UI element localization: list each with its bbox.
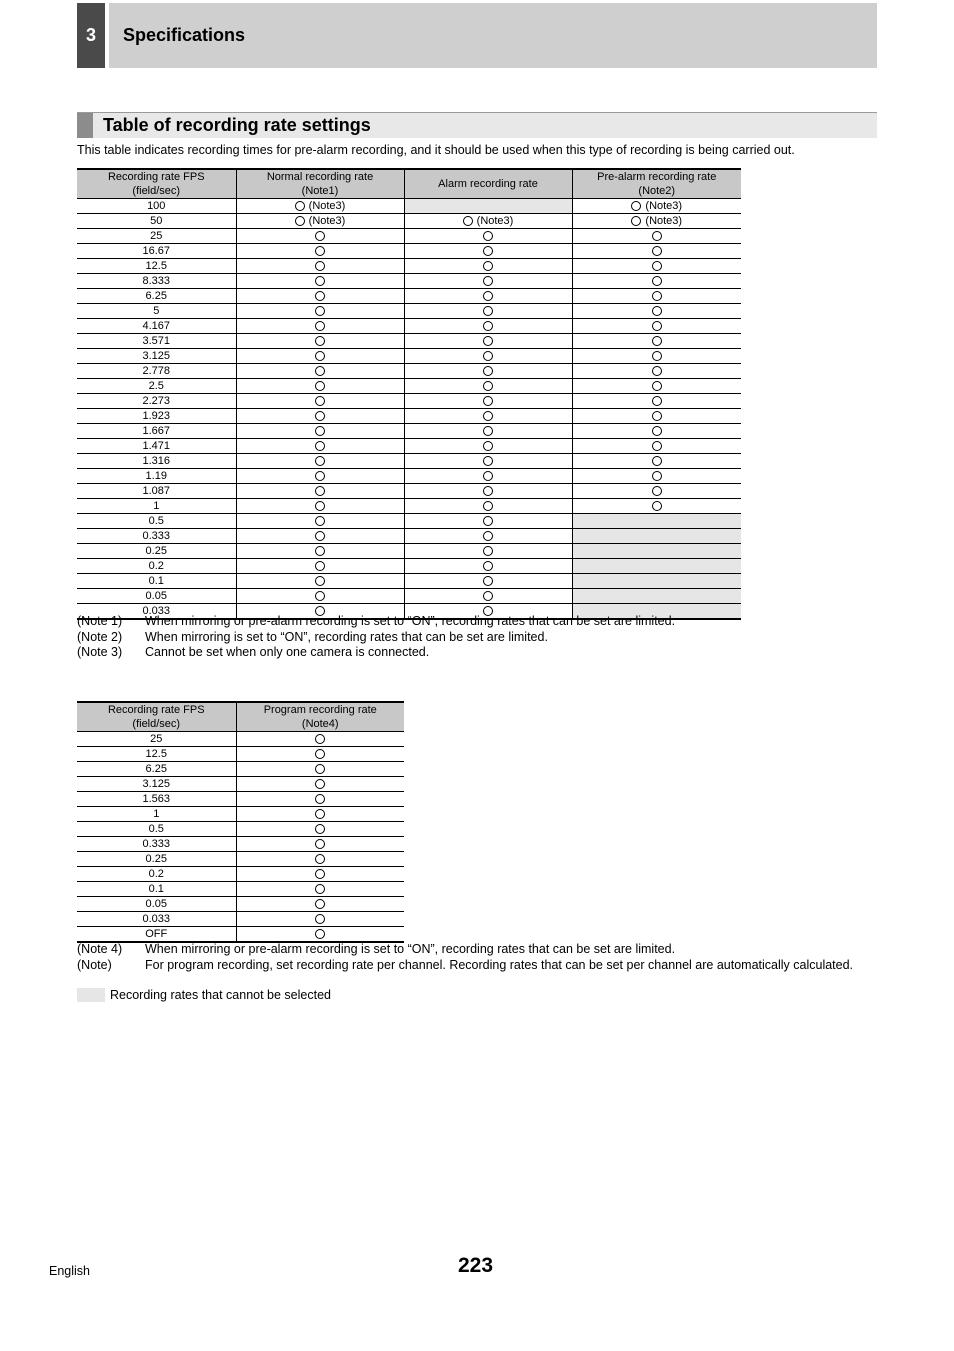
circle-icon <box>315 734 325 744</box>
circle-icon <box>652 336 662 346</box>
circle-icon <box>652 486 662 496</box>
available-cell <box>572 499 741 514</box>
available-note3-cell <box>236 199 404 214</box>
table-row <box>77 469 741 484</box>
circle-icon <box>483 291 493 301</box>
available-cell <box>236 439 404 454</box>
circle-icon <box>315 591 325 601</box>
fps-value: 0.2 <box>77 559 236 574</box>
circle-icon <box>483 366 493 376</box>
circle-icon <box>652 276 662 286</box>
available-cell <box>236 229 404 244</box>
available-cell <box>236 244 404 259</box>
footer-language: English <box>49 1264 90 1278</box>
table-row <box>77 867 404 882</box>
circle-icon <box>652 411 662 421</box>
circle-icon <box>315 929 325 939</box>
available-cell <box>572 364 741 379</box>
available-cell <box>404 259 572 274</box>
disabled-cell <box>572 529 741 544</box>
fps-value: 5 <box>77 304 236 319</box>
table-row <box>77 229 741 244</box>
disabled-cell <box>572 574 741 589</box>
header-alarm: Alarm recording rate <box>404 169 572 199</box>
available-cell <box>236 364 404 379</box>
table-row <box>77 574 741 589</box>
note-row: (Note 1) When mirroring or pre-alarm recording is set to “ON”, recording rates that can be set are limited. <box>77 614 676 628</box>
circle-icon <box>315 441 325 451</box>
circle-icon <box>315 381 325 391</box>
table-row <box>77 379 741 394</box>
fps-value: 3.125 <box>77 349 236 364</box>
circle-icon <box>315 546 325 556</box>
circle-icon <box>483 471 493 481</box>
circle-icon <box>315 884 325 894</box>
available-cell <box>404 514 572 529</box>
disabled-swatch <box>77 988 105 1002</box>
available-cell <box>404 289 572 304</box>
fps-value: 3.125 <box>77 777 236 792</box>
available-cell <box>236 912 404 927</box>
table-row <box>77 454 741 469</box>
intro-text: This table indicates recording times for pre-alarm recording, and it should be used when this type of recording is being carried out. <box>77 143 795 157</box>
circle-icon <box>315 231 325 241</box>
available-cell <box>236 777 404 792</box>
disabled-cell <box>572 559 741 574</box>
available-cell <box>404 364 572 379</box>
fps-value: 8.333 <box>77 274 236 289</box>
circle-icon <box>652 231 662 241</box>
circle-icon <box>483 336 493 346</box>
circle-icon <box>483 456 493 466</box>
chapter-number: 3 <box>77 3 105 68</box>
available-cell <box>236 822 404 837</box>
circle-icon <box>652 321 662 331</box>
table-row <box>77 439 741 454</box>
available-cell <box>572 454 741 469</box>
legend <box>77 988 331 1002</box>
circle-icon <box>483 381 493 391</box>
circle-icon <box>483 306 493 316</box>
fps-value: 100 <box>77 199 236 214</box>
circle-icon <box>483 276 493 286</box>
note3-label: (Note3) <box>645 200 683 212</box>
circle-icon <box>315 411 325 421</box>
available-cell <box>404 574 572 589</box>
circle-icon <box>315 276 325 286</box>
available-cell <box>236 469 404 484</box>
fps-value: 1 <box>77 807 236 822</box>
available-cell <box>404 409 572 424</box>
note-row: (Note) For program recording, set recording rate per channel. Recording rates that can be set per channel are automatically calculated. <box>77 957 854 972</box>
circle-icon <box>315 261 325 271</box>
available-cell <box>236 319 404 334</box>
circle-icon <box>483 426 493 436</box>
header-prealarm: Pre-alarm recording rate (Note2) <box>572 169 741 199</box>
fps-value: 0.05 <box>77 897 236 912</box>
available-cell <box>236 334 404 349</box>
available-cell <box>404 529 572 544</box>
fps-value: 0.033 <box>77 912 236 927</box>
available-cell <box>404 379 572 394</box>
chapter-header <box>109 3 877 68</box>
available-cell <box>236 514 404 529</box>
circle-icon <box>315 306 325 316</box>
available-cell <box>236 837 404 852</box>
circle-icon <box>315 501 325 511</box>
chapter-title: Specifications <box>123 25 246 45</box>
circle-icon <box>483 576 493 586</box>
available-cell <box>572 304 741 319</box>
circle-icon <box>483 231 493 241</box>
table-row <box>77 274 741 289</box>
disabled-cell <box>572 514 741 529</box>
circle-icon <box>483 531 493 541</box>
available-cell <box>404 334 572 349</box>
fps-value: 4.167 <box>77 319 236 334</box>
fps-value: 6.25 <box>77 289 236 304</box>
note3-label: (Note3) <box>308 215 346 227</box>
circle-icon <box>483 321 493 331</box>
fps-value: 2.778 <box>77 364 236 379</box>
circle-icon <box>652 471 662 481</box>
circle-icon <box>315 321 325 331</box>
note3-label: (Note3) <box>308 200 346 212</box>
fps-value: 0.5 <box>77 822 236 837</box>
circle-icon <box>315 764 325 774</box>
table-row <box>77 777 404 792</box>
available-note3-cell <box>236 214 404 229</box>
circle-icon <box>483 441 493 451</box>
fps-value: 1.563 <box>77 792 236 807</box>
available-cell <box>236 544 404 559</box>
section-marker <box>77 113 93 138</box>
available-cell <box>572 334 741 349</box>
fps-value: 1.316 <box>77 454 236 469</box>
available-cell <box>404 454 572 469</box>
fps-value: 25 <box>77 732 236 747</box>
circle-icon <box>315 246 325 256</box>
fps-value: 0.2 <box>77 867 236 882</box>
fps-value: 1.19 <box>77 469 236 484</box>
available-cell <box>236 559 404 574</box>
circle-icon <box>315 749 325 759</box>
circle-icon <box>295 216 305 226</box>
fps-value: 3.571 <box>77 334 236 349</box>
circle-icon <box>315 516 325 526</box>
fps-value: 2.273 <box>77 394 236 409</box>
fps-value: 0.25 <box>77 852 236 867</box>
available-cell <box>572 349 741 364</box>
available-cell <box>572 409 741 424</box>
circle-icon <box>483 261 493 271</box>
available-cell <box>236 867 404 882</box>
table-row <box>77 484 741 499</box>
available-cell <box>236 289 404 304</box>
table-row <box>77 837 404 852</box>
available-cell <box>236 304 404 319</box>
available-cell <box>404 499 572 514</box>
circle-icon <box>295 201 305 211</box>
circle-icon <box>315 531 325 541</box>
notes-table1 <box>77 614 865 661</box>
available-cell <box>572 259 741 274</box>
table-row <box>77 544 741 559</box>
circle-icon <box>315 351 325 361</box>
available-cell <box>236 379 404 394</box>
fps-value: 12.5 <box>77 259 236 274</box>
circle-icon <box>483 516 493 526</box>
table-row <box>77 927 404 943</box>
fps-value: 0.333 <box>77 529 236 544</box>
circle-icon <box>315 794 325 804</box>
available-cell <box>404 349 572 364</box>
circle-icon <box>652 456 662 466</box>
circle-icon <box>315 426 325 436</box>
fps-value: 0.05 <box>77 589 236 604</box>
available-cell <box>236 349 404 364</box>
table-row <box>77 762 404 777</box>
circle-icon <box>652 261 662 271</box>
header-normal: Normal recording rate (Note1) <box>236 169 404 199</box>
circle-icon <box>315 561 325 571</box>
available-cell <box>236 927 404 943</box>
circle-icon <box>652 351 662 361</box>
available-cell <box>236 792 404 807</box>
available-cell <box>236 274 404 289</box>
available-cell <box>404 304 572 319</box>
available-note3-cell <box>572 214 741 229</box>
available-cell <box>236 574 404 589</box>
available-cell <box>572 484 741 499</box>
section-title: Table of recording rate settings <box>103 115 371 135</box>
fps-value: 0.25 <box>77 544 236 559</box>
fps-value: 0.333 <box>77 837 236 852</box>
circle-icon <box>315 824 325 834</box>
available-cell <box>404 484 572 499</box>
available-cell <box>572 274 741 289</box>
available-cell <box>236 807 404 822</box>
note-row: (Note 3) Cannot be set when only one camera is connected. <box>77 645 430 659</box>
table-row <box>77 244 741 259</box>
available-cell <box>572 379 741 394</box>
header-program: Program recording rate (Note4) <box>236 702 404 732</box>
available-cell <box>236 747 404 762</box>
available-cell <box>236 484 404 499</box>
available-cell <box>572 244 741 259</box>
circle-icon <box>631 216 641 226</box>
table-row <box>77 732 404 747</box>
circle-icon <box>652 381 662 391</box>
note3-label: (Note3) <box>476 215 514 227</box>
table-row <box>77 394 741 409</box>
available-cell <box>572 289 741 304</box>
circle-icon <box>315 854 325 864</box>
table-row <box>77 792 404 807</box>
available-cell <box>572 229 741 244</box>
available-cell <box>236 852 404 867</box>
circle-icon <box>315 869 325 879</box>
recording-rate-table <box>77 168 741 620</box>
legend-text: Recording rates that cannot be selected <box>110 988 331 1002</box>
circle-icon <box>652 396 662 406</box>
table-row <box>77 349 741 364</box>
available-cell <box>404 589 572 604</box>
available-cell <box>236 394 404 409</box>
table-row <box>77 424 741 439</box>
circle-icon <box>483 561 493 571</box>
table-row <box>77 882 404 897</box>
circle-icon <box>652 246 662 256</box>
fps-value: OFF <box>77 927 236 943</box>
fps-value: 16.67 <box>77 244 236 259</box>
available-cell <box>404 469 572 484</box>
fps-value: 50 <box>77 214 236 229</box>
fps-value: 1.667 <box>77 424 236 439</box>
fps-value: 1.471 <box>77 439 236 454</box>
circle-icon <box>483 246 493 256</box>
available-cell <box>236 409 404 424</box>
available-cell <box>572 394 741 409</box>
circle-icon <box>315 809 325 819</box>
note-row: (Note 2) When mirroring is set to “ON”, recording rates that can be set are limited. <box>77 629 548 644</box>
circle-icon <box>483 411 493 421</box>
available-cell <box>404 544 572 559</box>
available-cell <box>236 454 404 469</box>
available-cell <box>236 897 404 912</box>
table-row <box>77 559 741 574</box>
fps-value: 0.5 <box>77 514 236 529</box>
fps-value: 0.1 <box>77 882 236 897</box>
circle-icon <box>652 366 662 376</box>
available-cell <box>236 259 404 274</box>
available-cell <box>404 244 572 259</box>
circle-icon <box>315 914 325 924</box>
circle-icon <box>483 396 493 406</box>
circle-icon <box>315 456 325 466</box>
table-row <box>77 289 741 304</box>
table-row <box>77 852 404 867</box>
available-cell <box>236 499 404 514</box>
table-row <box>77 747 404 762</box>
available-cell <box>572 424 741 439</box>
circle-icon <box>315 899 325 909</box>
disabled-cell <box>572 589 741 604</box>
fps-value: 0.033 <box>77 604 236 620</box>
available-cell <box>572 319 741 334</box>
available-cell <box>404 274 572 289</box>
disabled-cell <box>404 199 572 214</box>
fps-value: 12.5 <box>77 747 236 762</box>
note-row: (Note 4) When mirroring or pre-alarm recording is set to “ON”, recording rates that can be set are limited. <box>77 942 676 956</box>
header-fps: Recording rate FPS (field/sec) <box>77 169 236 199</box>
table-row <box>77 214 741 229</box>
available-cell <box>404 394 572 409</box>
table-row <box>77 514 741 529</box>
circle-icon <box>483 501 493 511</box>
table-row <box>77 822 404 837</box>
table-row <box>77 897 404 912</box>
circle-icon <box>315 779 325 789</box>
circle-icon <box>483 546 493 556</box>
note3-label: (Note3) <box>645 215 683 227</box>
circle-icon <box>652 291 662 301</box>
circle-icon <box>483 351 493 361</box>
fps-value: 25 <box>77 229 236 244</box>
circle-icon <box>652 501 662 511</box>
circle-icon <box>652 306 662 316</box>
table-row <box>77 334 741 349</box>
available-note3-cell <box>572 199 741 214</box>
circle-icon <box>315 291 325 301</box>
available-cell <box>236 882 404 897</box>
available-cell <box>236 424 404 439</box>
table-row <box>77 199 741 214</box>
fps-value: 1.923 <box>77 409 236 424</box>
available-cell <box>236 762 404 777</box>
table-row <box>77 529 741 544</box>
table-row <box>77 589 741 604</box>
circle-icon <box>315 366 325 376</box>
fps-value: 0.1 <box>77 574 236 589</box>
circle-icon <box>315 576 325 586</box>
notes-table2 <box>77 942 865 973</box>
available-cell <box>404 559 572 574</box>
available-cell <box>404 319 572 334</box>
available-cell <box>572 439 741 454</box>
disabled-cell <box>572 544 741 559</box>
section-heading <box>77 112 877 138</box>
table-row <box>77 912 404 927</box>
table-row <box>77 319 741 334</box>
circle-icon <box>315 336 325 346</box>
available-note3-cell <box>404 214 572 229</box>
circle-icon <box>463 216 473 226</box>
circle-icon <box>315 486 325 496</box>
table-row <box>77 807 404 822</box>
table-row <box>77 364 741 379</box>
circle-icon <box>652 426 662 436</box>
circle-icon <box>483 486 493 496</box>
page-number: 223 <box>458 1254 494 1277</box>
table-row <box>77 304 741 319</box>
available-cell <box>236 529 404 544</box>
available-cell <box>572 469 741 484</box>
circle-icon <box>631 201 641 211</box>
table-row <box>77 259 741 274</box>
fps-value: 6.25 <box>77 762 236 777</box>
available-cell <box>236 732 404 747</box>
available-cell <box>236 589 404 604</box>
circle-icon <box>315 471 325 481</box>
table-row <box>77 409 741 424</box>
available-cell <box>404 424 572 439</box>
circle-icon <box>652 441 662 451</box>
fps-value: 1 <box>77 499 236 514</box>
available-cell <box>404 439 572 454</box>
program-recording-table <box>77 701 404 943</box>
circle-icon <box>315 396 325 406</box>
fps-value: 1.087 <box>77 484 236 499</box>
circle-icon <box>315 839 325 849</box>
available-cell <box>404 229 572 244</box>
header-fps: Recording rate FPS (field/sec) <box>77 702 236 732</box>
circle-icon <box>483 591 493 601</box>
fps-value: 2.5 <box>77 379 236 394</box>
table-row <box>77 499 741 514</box>
